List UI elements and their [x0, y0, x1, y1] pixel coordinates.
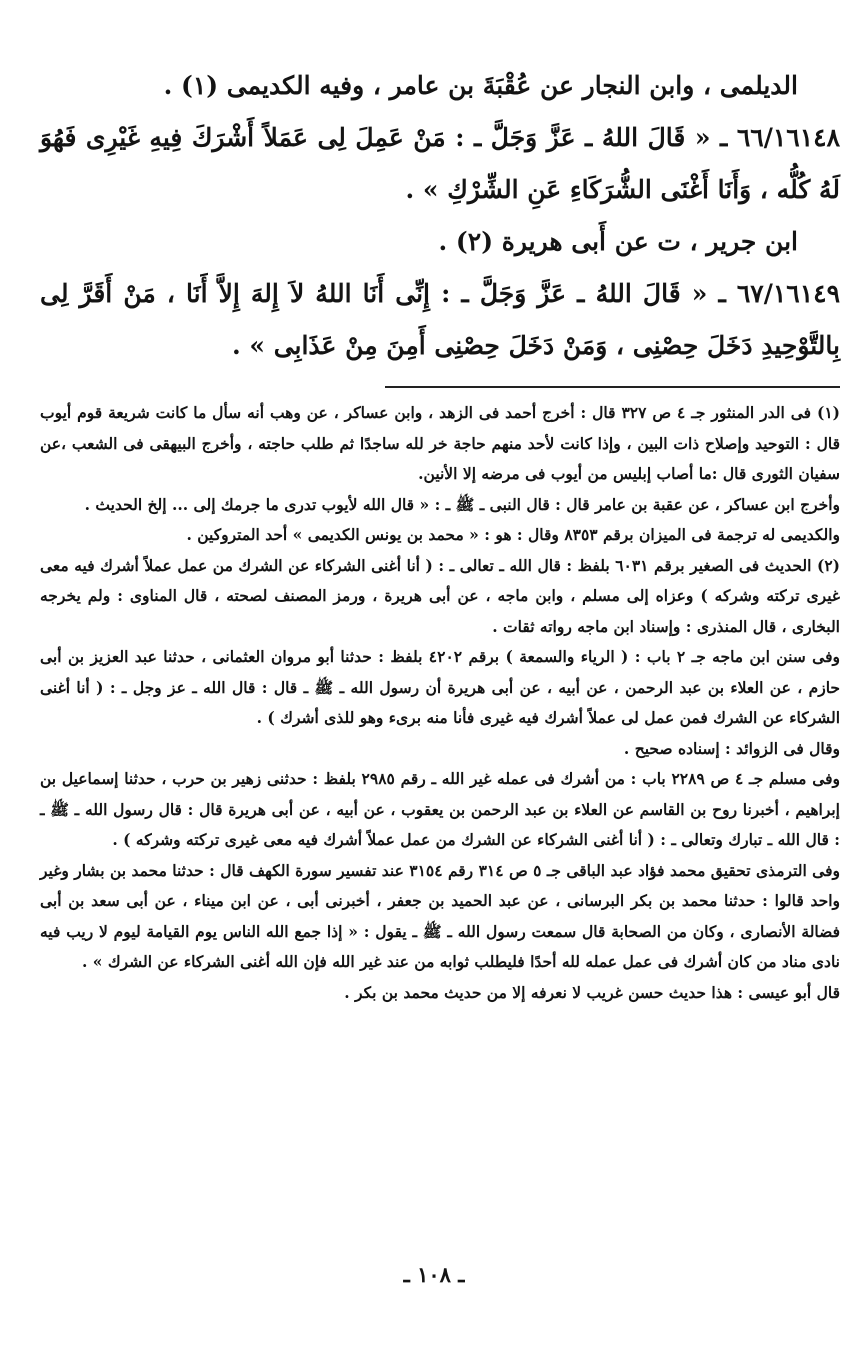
page-content: [40, 60, 840, 1008]
hadith-66-source: ابن جرير ، ت عن أَبى هريرة (٢) .: [438, 227, 798, 256]
source-continuation: الديلمى ، وابن النجار عن عُقْبَةَ بن عامر ، وفيه الكديمى (١) .: [163, 71, 798, 100]
footnote-2-paragraph: قال أبو عيسى : هذا حديث حسن غريب لا نعرفه إلا من حديث محمد بن بكر .: [344, 982, 840, 1002]
hadith-66: ٦٦/١٦١٤٨ ـ « قَالَ اللهُ ـ عَزَّ وَجَلَّ ـ : مَنْ عَمِلَ لِى عَمَلاً أَشْرَكَ فِيهِ غَيْرِى فَهُوَ لَهُ كُلُّه ، وَأَنَا أَغْنَى الشُّرَكَاءِ عَنِ الشِّرْكِ » .: [40, 123, 840, 204]
footnote-1-paragraph: والكديمى له ترجمة فى الميزان برقم ٨٣٥٣ وقال : هو : « محمد بن يونس الكديمى » أحد المتروكين .: [186, 525, 840, 544]
footnote-2-paragraph: وفى الترمذى تحقيق محمد فؤاد عبد الباقى جـ ٥ ص ٣١٤ رقم ٣١٥٤ عند تفسير سورة الكهف قال : حدثنا محمد بن بشار وغير واحد قالوا : حدثنا محمد بن بكر البرسانى ، عن عبد الحميد بن جعفر ، أخبرنى أبى ، عن ابن ميناء ، عن أبى سعد بن أبى فضالة الأنصارى ، وكان من الصحابة قال سمعت رسول الله ـ ﷺ ـ يقول : « إذا جمع الله الناس يوم القيامة ليوم لا ريب فيه نادى مناد من كان أشرك فى عمل عمله لله أحدًا فليطلب ثوابه من عند غير الله فإن الله أغنى الشركاء عن الشرك » .: [40, 860, 840, 971]
main-text: [40, 60, 840, 372]
footnote-1: (١) فى الدر المنثور جـ ٤ ص ٣٢٧ قال : أخرج أحمد فى الزهد ، وابن عساكر ، عن وهب أنه سأل ما كانت شريعة قوم أيوب قال : التوحيد وإصلاح ذات البين ، وإذا كانت لأحد منهم حاجة خر لله ساجدًا ثم طلب حاجته ، وأخرج البيهقى فى الشعب ،عن سفيان الثورى قال :ما أصاب إبليس من أيوب فى مرضه إلا الأنين.: [40, 403, 840, 483]
footnote-2-paragraph: وفى مسلم جـ ٤ ص ٢٢٨٩ باب : من أشرك فى عمله غير الله ـ رقم ٢٩٨٥ بلفظ : حدثنى زهير بن حرب ، حدثنا إسماعيل بن إبراهيم ، أخبرنا روح بن القاسم عن العلاء بن عبد الرحمن بن يعقوب ، عن أبيه ، عن أبى هريرة قال : قال رسول الله ـ ﷺ ـ : قال الله ـ تبارك وتعالى ـ : ( أنا أغنى الشركاء عن الشرك من عمل عملاً أشرك فيه معى غيرى تركته وشركه ) .: [40, 769, 841, 849]
footnote-2-paragraph: وفى سنن ابن ماجه جـ ٢ باب : ( الرياء والسمعة ) برقم ٤٢٠٢ بلفظ : حدثنا أبو مروان العثمانى ، حدثنا عبد العزيز بن أبى حازم ، عن العلاء بن عبد الرحمن ، عن أبيه ، عن أبى هريرة أن رسول الله ـ ﷺ ـ قال : قال الله ـ عز وجل ـ : ( أنا أغنى الشركاء عن الشرك فمن عمل لى عملاً أشرك فيه غيرى فأنا منه برىء وهو للذى أشرك ) .: [40, 647, 840, 727]
footnote-divider: [385, 386, 840, 388]
page-number: ـ ١٠٨ ـ: [403, 1262, 465, 1287]
footnote-2-paragraph: وقال فى الزوائد : إسناده صحيح .: [623, 738, 840, 758]
footnote-1-paragraph: وأخرج ابن عساكر ، عن عقبة بن عامر قال : قال النبى ـ ﷺ ـ : « قال الله لأيوب تدرى ما جرمك إلى ... إلخ الحديث .: [84, 494, 840, 514]
footnote-2: (٢) الحديث فى الصغير برقم ٦٠٣١ بلفظ : قال الله ـ تعالى ـ : ( أنا أغنى الشركاء عن الشرك من عمل عملاً أشرك فيه معى غيرى تركته وشركه ) وعزاه إلى مسلم ، وابن ماجه ، عن أبى هريرة ، ورمز المصنف لصحته ، قال المناوى : ولم يخرجه البخارى ، قال المنذرى : وإسناد ابن ماجه رواته ثقات .: [40, 555, 840, 636]
footnotes: [40, 398, 840, 1008]
hadith-67: ٦٧/١٦١٤٩ ـ « قَالَ اللهُ ـ عَزَّ وَجَلَّ ـ : إِنِّى أَنَا اللهُ لاَ إِلهَ إِلاَّ أَنَا ، مَنْ أَقَرَّ لِى بِالتَّوْحِيدِ دَخَلَ حِصْنِى ، وَمَنْ دَخَلَ حِصْنِى أَمِنَ مِنْ عَذَابِى » .: [40, 279, 840, 360]
